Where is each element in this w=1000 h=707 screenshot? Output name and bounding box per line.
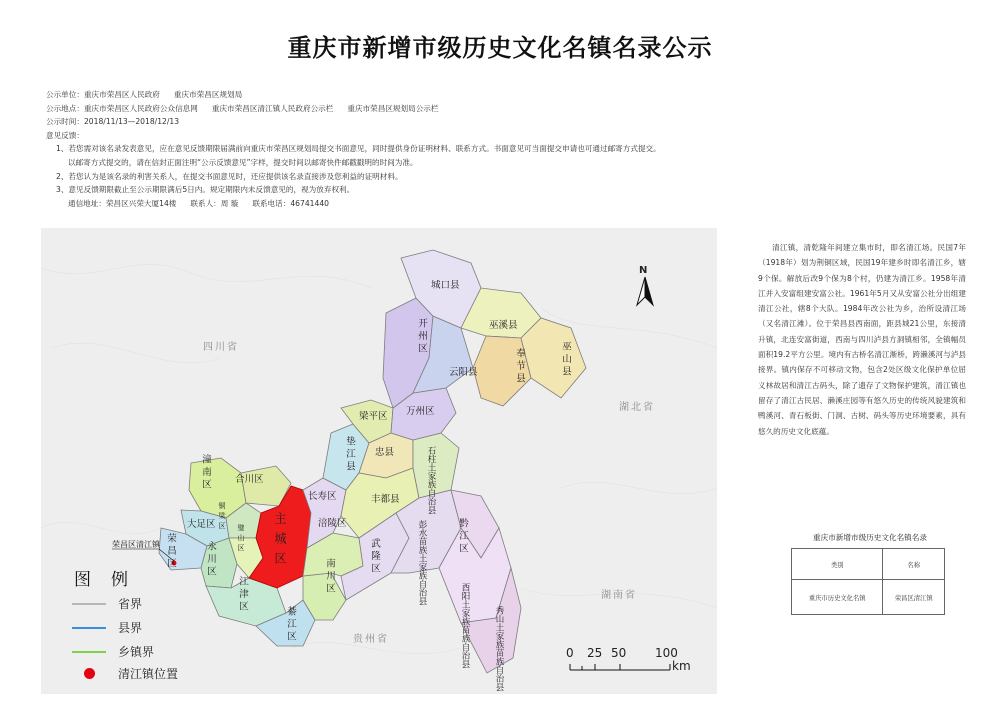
label-shizhu: 石柱土家族自治县 xyxy=(426,446,436,514)
label-dazu: 大足区 xyxy=(187,519,216,530)
label-fengjie: 奉节县 xyxy=(514,348,525,386)
label-jiangjin: 江津区 xyxy=(237,576,248,614)
label-wuxi: 巫溪县 xyxy=(489,320,518,331)
scale-unit: km xyxy=(672,659,691,673)
unit-2: 重庆市荣昌区规划局 xyxy=(173,90,243,99)
label-changshou: 长寿区 xyxy=(308,491,337,502)
label-youyang: 酉阳土家族苗族自治县 xyxy=(460,583,470,668)
table-header-row xyxy=(792,549,945,580)
table-header-name: 名称 xyxy=(883,549,945,580)
legend-label-province: 省界 xyxy=(118,597,143,611)
scale-0: 0 xyxy=(566,646,574,660)
scale-50: 50 xyxy=(611,646,627,660)
place-1: 重庆市荣昌区人民政府公众信息网 xyxy=(83,103,198,113)
legend-swatch-province xyxy=(72,603,106,605)
address: 通信地址：荣昌区兴荣大厦14楼 xyxy=(68,198,177,208)
place-2: 重庆市荣昌区清江镇人民政府公示栏 xyxy=(211,103,334,113)
table-cell-category: 重庆市历史文化名镇 xyxy=(792,580,883,615)
label-nanchuan: 南川区 xyxy=(324,558,335,596)
label-yongchuan: 永川区 xyxy=(205,541,216,579)
page-title: 重庆市新增市级历史文化名镇名录公示 xyxy=(287,34,713,62)
legend-item-qingjiang xyxy=(72,665,212,683)
table-cell-name: 荣昌区清江镇 xyxy=(883,580,945,615)
legend-label-town: 乡镇界 xyxy=(118,645,155,659)
place-label: 公示地点： xyxy=(46,103,84,113)
label-qijiang: 綦江区 xyxy=(285,606,296,644)
province-sichuan: 四川省 xyxy=(203,342,239,353)
notice-block xyxy=(46,88,706,210)
notice-address-row xyxy=(46,197,706,211)
label-wushan: 巫山县 xyxy=(560,341,571,379)
table-title: 重庆市新增市级历史文化名镇名录 xyxy=(813,533,927,542)
label-rongchang: 荣昌区 xyxy=(165,533,176,571)
label-liangping: 梁平区 xyxy=(359,411,388,422)
scale-bar xyxy=(560,646,690,676)
town-description: 清江镇，清乾隆年间建立集市时，即名清江场。民国7年（1918年）划为荆铜区域，民国19年建乡时即名清江乡，辖9个保。解放后改9个保为8个村，仍建为清江乡。1958年清江并入安富组建安富公社。1961年5月又从安富公社分出组建清江公社，辖8个大队。1984年改公社为乡，治所设清江场（又名清江滩）。位于荣昌县西南面，距县城21公里，东接清升镇，北连安富街道，西南与四川泸县方洞镇相邻，全镇幅员面积19.2平方公里。境内有古桥名清江渐桥，跨濑溪河与泸县接界。镇内保存不可移动文物，包含2处区级文化保护单位屈义林故居和清江古码头，除了遗存了文物保护建筑，清江镇也留存了清江古民居、濑溪庄园等有悠久历史的传统风貌建筑和鸭溪河、青石板街、门洞、古树、码头等历史环境要素，具有悠久的历史文化底蕴。 xyxy=(758,243,966,436)
province-guizhou: 贵州省 xyxy=(353,634,389,645)
legend-item-town xyxy=(72,643,212,661)
unit-1: 重庆市荣昌区人民政府 xyxy=(83,90,160,99)
legend-label-qingjiang: 清江镇位置 xyxy=(118,667,179,681)
table-row xyxy=(792,580,945,615)
province-hunan: 湖南省 xyxy=(601,590,637,601)
label-qianjiang: 黔江区 xyxy=(457,518,468,556)
legend-label-county: 县界 xyxy=(118,621,143,635)
directory-table xyxy=(791,548,945,615)
label-hechuan: 合川区 xyxy=(235,474,264,485)
legend-swatch-town xyxy=(72,651,106,653)
table-header-category: 类别 xyxy=(792,549,883,580)
legend xyxy=(62,563,212,688)
province-hubei: 湖北省 xyxy=(619,402,655,413)
feedback-item-1-cont: 以邮寄方式提交的，请在信封正面注明“公示反馈意见”字样，提交时间以邮寄快件邮戳戳明的时间为准。 xyxy=(68,157,418,167)
label-wanzhou: 万州区 xyxy=(406,406,435,417)
feedback-label: 意见反馈： xyxy=(46,130,84,140)
label-fengdu: 丰都县 xyxy=(371,494,400,505)
label-zhucheng: 主城区 xyxy=(273,512,287,572)
notice-place-row xyxy=(46,102,706,116)
label-dianjiang: 垫江县 xyxy=(344,436,355,474)
contact-phone: 联系电话：46741440 xyxy=(252,198,329,208)
north-letter: N xyxy=(639,265,648,276)
feedback-item-2: 2、若您认为是该名录的利害关系人，在提交书面意见时，还应提供该名录直接涉及您利益的证明材料。 xyxy=(56,171,403,181)
contact-person: 联系人：周 璇 xyxy=(190,198,239,208)
label-bishan: 璧山区 xyxy=(237,524,245,554)
label-zhongxian: 忠县 xyxy=(375,447,395,458)
legend-item-county xyxy=(72,619,212,637)
north-arrow xyxy=(632,265,658,309)
scale-graphic xyxy=(560,660,690,676)
label-tongliang: 铜梁区 xyxy=(218,502,226,532)
label-fuling: 涪陵区 xyxy=(318,518,347,529)
place-3: 重庆市荣昌区规划局公示栏 xyxy=(347,103,439,113)
label-kaizhou: 开州区 xyxy=(416,318,427,356)
qingjiang-callout-label: 荣昌区清江镇 xyxy=(112,540,160,549)
notice-unit-row xyxy=(46,88,706,102)
legend-marker-qingjiang xyxy=(84,668,95,679)
label-pengshui: 彭水苗族土家族自治县 xyxy=(417,520,427,605)
legend-swatch-county xyxy=(72,627,106,629)
feedback-item-1: 1、若您需对该名录发表意见，应在意见反馈期限届满前向重庆市荣昌区规划局提交书面意见，同时提供身份证明材料、联系方式。书面意见可当面提交申请也可通过邮寄方式提交。 xyxy=(56,144,661,154)
scale-100: 100 xyxy=(655,646,678,660)
legend-item-province xyxy=(72,595,212,613)
label-tongnan: 潼南区 xyxy=(200,454,211,492)
feedback-item-3: 3、意见反馈期限截止至公示期限满后5日内。规定期限内未反馈意见的，视为放弃权利。 xyxy=(56,185,355,195)
label-chengkou: 城口县 xyxy=(431,280,460,291)
legend-title: 图例 xyxy=(74,570,148,590)
label-yunyang: 云阳县 xyxy=(449,367,478,378)
label-wulong: 武隆区 xyxy=(369,538,380,576)
notice-time: 公示时间：2018/11/13—2018/12/13 xyxy=(46,117,180,127)
label-xiushan: 秀山土家族苗族自治县 xyxy=(494,606,504,691)
scale-25: 25 xyxy=(587,646,603,660)
unit-label: 公示单位： xyxy=(46,90,84,99)
